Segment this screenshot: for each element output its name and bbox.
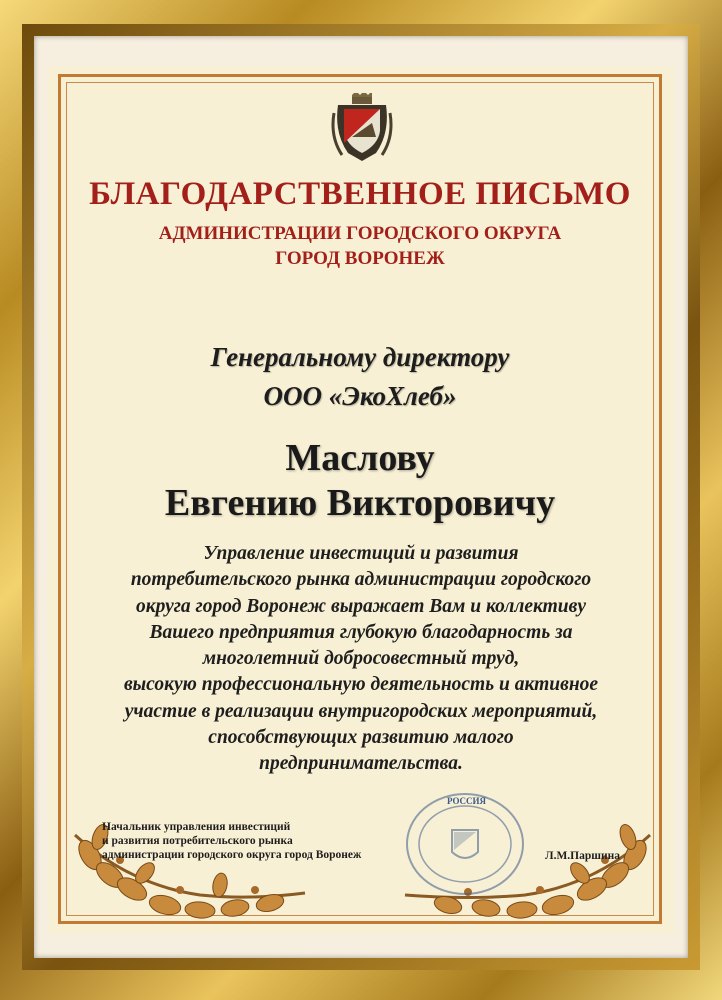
body-line: округа город Воронеж выражает Вам и коллективу xyxy=(135,595,587,617)
signatory-title-line: и развития потребительского рынка xyxy=(102,835,293,847)
issuer-line-1: АДМИНИСТРАЦИИ ГОРОДСКОГО ОКРУГА xyxy=(158,223,562,244)
signatory-title-line: администрации городского округа город Воронеж xyxy=(102,849,362,861)
body-line: Вашего предприятия глубокую благодарность за xyxy=(149,621,573,643)
recipient-surname: Маслову xyxy=(285,437,435,479)
recipient-company: ООО «ЭкоХлеб» xyxy=(263,381,457,411)
body-line: участие в реализации внутригородских мероприятий, xyxy=(124,700,598,722)
issuer-line-2: ГОРОД ВОРОНЕЖ xyxy=(275,248,445,269)
body-line: предпринимательства. xyxy=(259,753,463,775)
signatory-title-line: Начальник управления инвестиций xyxy=(102,821,291,833)
letter-body xyxy=(86,541,636,778)
recipient-position: Генеральному директору xyxy=(210,342,510,372)
signatory-title xyxy=(102,820,422,862)
letter-title: БЛАГОДАРСТВЕННОЕ ПИСЬМО xyxy=(89,176,631,212)
signatory-name: Л.М.Паршина xyxy=(545,850,620,862)
official-seal-icon xyxy=(404,790,526,898)
body-line: Управление инвестиций и развития xyxy=(203,543,519,564)
coat-of-arms-icon xyxy=(330,93,394,165)
seal-text: РОССИЯ xyxy=(447,796,487,806)
body-line: многолетний добросовестный труд, xyxy=(202,648,520,670)
body-line: способствующих развитию малого xyxy=(208,727,514,749)
body-line: потребительского рынка администрации городского xyxy=(130,569,592,591)
body-line: высокую профессиональную деятельность и активное xyxy=(123,674,599,696)
recipient-given-names: Евгению Викторовичу xyxy=(164,482,556,524)
